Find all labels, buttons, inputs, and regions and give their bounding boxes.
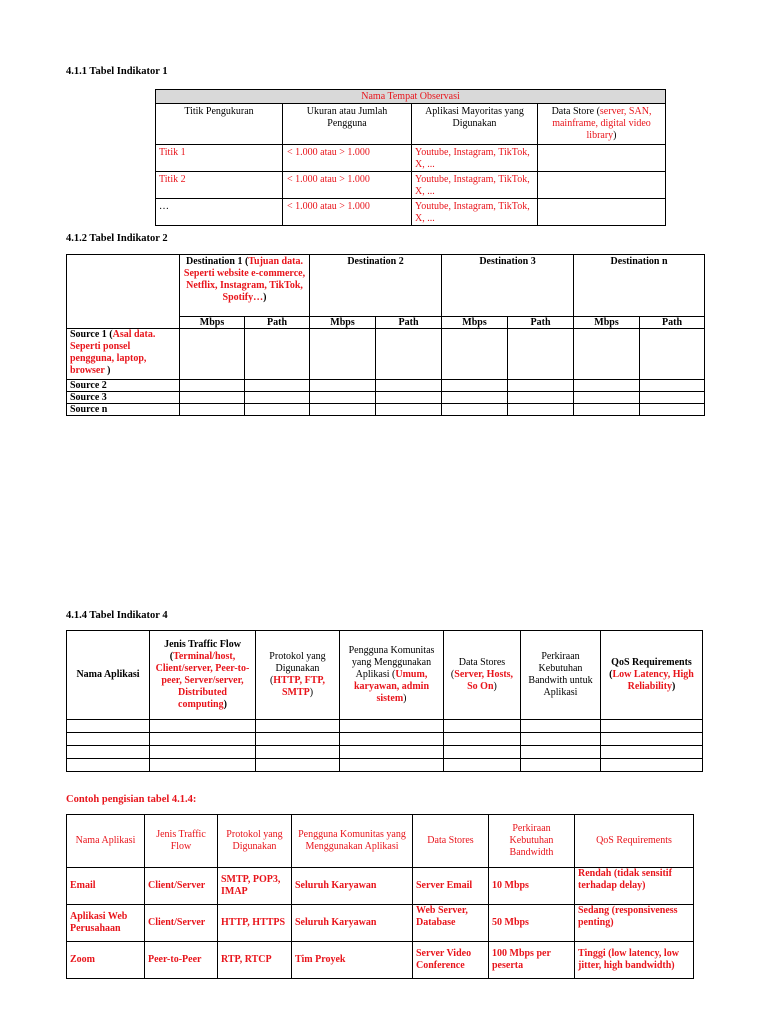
column-header: Perkiraan Kebutuhan Bandwidth <box>489 815 575 868</box>
column-header: Pengguna Komunitas yang Menggunakan Aplikasi <box>292 815 413 868</box>
cell: … <box>156 199 283 226</box>
path-header: Path <box>245 317 310 329</box>
source-label: Source 2 <box>67 380 180 392</box>
cell: Titik 2 <box>156 172 283 199</box>
destination-header: Destination 2 <box>310 255 442 317</box>
cell: Web Server, Database <box>413 905 489 942</box>
cell: < 1.000 atau > 1.000 <box>283 172 412 199</box>
table-row <box>156 199 666 226</box>
table-title: Nama Tempat Observasi <box>156 90 666 104</box>
column-header: Protokol yang Digunakan <box>218 815 292 868</box>
cell: 100 Mbps per peserta <box>489 942 575 979</box>
cell: HTTP, HTTPS <box>218 905 292 942</box>
source-label: Source 1 (Asal data. Seperti ponsel pengguna, laptop, browser ) <box>67 329 180 380</box>
destination-header: Destination 1 (Tujuan data. Seperti website e-commerce, Netflix, Instagram, TikTok, Spotify…) <box>180 255 310 317</box>
table-row <box>156 145 666 172</box>
cell: Tim Proyek <box>292 942 413 979</box>
cell: < 1.000 atau > 1.000 <box>283 199 412 226</box>
mbps-header: Mbps <box>442 317 508 329</box>
cell: < 1.000 atau > 1.000 <box>283 145 412 172</box>
cell: Youtube, Instagram, TikTok, X, ... <box>412 199 538 226</box>
cell: 50 Mbps <box>489 905 575 942</box>
cell: 10 Mbps <box>489 868 575 905</box>
section-heading-4-1-1: 4.1.1 Tabel Indikator 1 <box>66 66 168 77</box>
table-example <box>66 814 694 979</box>
mbps-header: Mbps <box>574 317 640 329</box>
source-label: Source n <box>67 404 180 416</box>
table-row <box>67 905 694 942</box>
table-row <box>67 392 705 404</box>
table-row <box>67 868 694 905</box>
table-row <box>67 733 703 746</box>
column-header: Perkiraan Kebutuhan Bandwith untuk Aplikasi <box>521 631 601 720</box>
section-heading-4-1-4: 4.1.4 Tabel Indikator 4 <box>66 610 168 621</box>
cell: Aplikasi Web Perusahaan <box>67 905 145 942</box>
cell: Server Video Conference <box>413 942 489 979</box>
source-label: Source 3 <box>67 392 180 404</box>
corner-cell <box>67 255 180 329</box>
cell <box>538 172 666 199</box>
column-header: Data Store (server, SAN, mainframe, digital video library) <box>538 104 666 145</box>
column-header: Data Stores <box>413 815 489 868</box>
cell: Client/Server <box>145 868 218 905</box>
cell: Sedang (responsiveness penting) <box>575 905 694 942</box>
column-header: Jenis Traffic Flow (Terminal/host, Client/server, Peer-to-peer, Server/server, Distributed computing) <box>150 631 256 720</box>
cell: Client/Server <box>145 905 218 942</box>
column-header: Ukuran atau Jumlah Pengguna <box>283 104 412 145</box>
cell: Seluruh Karyawan <box>292 868 413 905</box>
path-header: Path <box>508 317 574 329</box>
destination-header: Destination n <box>574 255 705 317</box>
column-header: Pengguna Komunitas yang Menggunakan Aplikasi (Umum, karyawan, admin sistem) <box>340 631 444 720</box>
table-row <box>67 404 705 416</box>
table-indikator-1 <box>155 89 666 226</box>
cell: Seluruh Karyawan <box>292 905 413 942</box>
path-header: Path <box>376 317 442 329</box>
column-header: Aplikasi Mayoritas yang Digunakan <box>412 104 538 145</box>
cell: Titik 1 <box>156 145 283 172</box>
column-header: QoS Requirements <box>575 815 694 868</box>
mbps-header: Mbps <box>310 317 376 329</box>
column-header: Nama Aplikasi <box>67 815 145 868</box>
cell: Youtube, Instagram, TikTok, X, ... <box>412 172 538 199</box>
cell: Zoom <box>67 942 145 979</box>
cell: Youtube, Instagram, TikTok, X, ... <box>412 145 538 172</box>
table-row <box>67 720 703 733</box>
table-row <box>67 759 703 772</box>
table-row <box>156 172 666 199</box>
cell: Email <box>67 868 145 905</box>
destination-header: Destination 3 <box>442 255 574 317</box>
cell: SMTP, POP3, IMAP <box>218 868 292 905</box>
column-header: Data Stores (Server, Hosts, So On) <box>444 631 521 720</box>
cell <box>538 145 666 172</box>
column-header: Titik Pengukuran <box>156 104 283 145</box>
table-row <box>67 942 694 979</box>
cell: RTP, RTCP <box>218 942 292 979</box>
table-indikator-2 <box>66 254 705 416</box>
cell: Rendah (tidak sensitif terhadap delay) <box>575 868 694 905</box>
table-row <box>67 380 705 392</box>
column-header: Jenis Traffic Flow <box>145 815 218 868</box>
column-header: QoS Requirements (Low Latency, High Reliability) <box>601 631 703 720</box>
cell: Server Email <box>413 868 489 905</box>
table-row <box>67 329 705 380</box>
mbps-header: Mbps <box>180 317 245 329</box>
column-header: Protokol yang Digunakan (HTTP, FTP, SMTP) <box>256 631 340 720</box>
table-indikator-4 <box>66 630 703 772</box>
column-header: Nama Aplikasi <box>67 631 150 720</box>
example-heading: Contoh pengisian tabel 4.1.4: <box>66 794 197 805</box>
table-row <box>67 746 703 759</box>
path-header: Path <box>640 317 705 329</box>
cell <box>538 199 666 226</box>
cell: Peer-to-Peer <box>145 942 218 979</box>
cell: Tinggi (low latency, low jitter, high bandwidth) <box>575 942 694 979</box>
section-heading-4-1-2: 4.1.2 Tabel Indikator 2 <box>66 233 168 244</box>
